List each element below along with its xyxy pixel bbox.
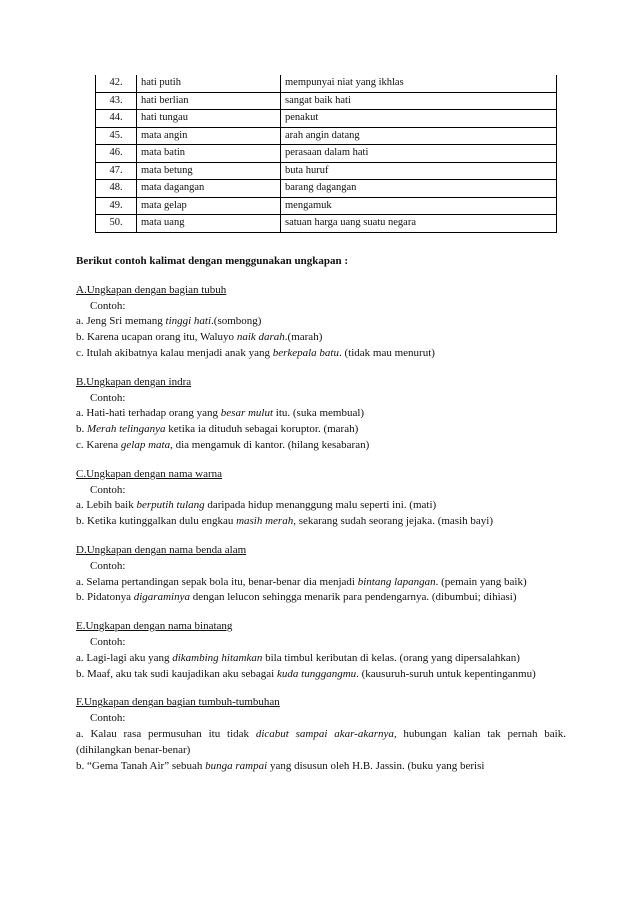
sentence-text: a. Hati-hati terhadap orang yang	[76, 407, 221, 420]
example-sentence	[76, 314, 566, 330]
sentence-meaning: .(marah)	[284, 331, 323, 344]
sentence-text: b. Maaf, aku tak sudi kaujadikan aku sebagai	[76, 667, 277, 680]
example-sentence	[76, 727, 566, 759]
contoh-label: Contoh:	[90, 391, 126, 404]
idiom-cell: mata batin	[137, 145, 281, 163]
sentence-text: a. Lebih baik	[76, 499, 137, 512]
sentence-meaning: ketika ia dituduh sebagai koruptor. (marah)	[165, 423, 359, 436]
example-sentence	[76, 438, 566, 454]
row-number: 42.	[96, 75, 137, 92]
row-number: 48.	[96, 180, 137, 198]
idiom-phrase: bunga rampai	[205, 759, 268, 772]
section-heading: F.Ungkapan dengan bagian tumbuh-tumbuhan	[76, 696, 280, 709]
example-sentence	[76, 667, 566, 683]
example-sentence	[76, 575, 566, 591]
row-number: 47.	[96, 162, 137, 180]
idiom-phrase: berkepala batu	[272, 346, 339, 359]
contoh-label: Contoh:	[90, 559, 126, 572]
sentence-text: a. Kalau rasa permusuhan itu tidak	[76, 727, 256, 740]
sentence-meaning: , sekarang sudah seorang jejaka. (masih bayi)	[293, 515, 493, 528]
table-row	[96, 145, 557, 163]
table-row	[96, 215, 557, 233]
idiom-cell: hati tungau	[137, 110, 281, 128]
row-number: 49.	[96, 197, 137, 215]
sentence-text: b. “Gema Tanah Air” sebuah	[76, 759, 206, 772]
idiom-phrase: bintang lapangan	[357, 575, 436, 588]
idiom-phrase: berputih tulang	[136, 499, 205, 512]
idiom-cell: hati putih	[137, 75, 281, 92]
section-heading: B.Ungkapan dengan indra	[76, 375, 192, 388]
idiom-cell: mata betung	[137, 162, 281, 180]
table-row	[96, 92, 557, 110]
example-sentence	[76, 346, 566, 362]
sentence-meaning: daripada hidup menanggung malu seperti ini. (mati)	[204, 499, 437, 512]
idiom-cell: mata angin	[137, 127, 281, 145]
idiom-phrase: masih merah	[236, 515, 294, 528]
sentence-text: c. Itulah akibatnya kalau menjadi anak yang	[76, 346, 273, 359]
example-section	[76, 467, 566, 530]
idiom-phrase: naik darah	[236, 331, 285, 344]
idiom-table	[95, 75, 557, 233]
row-number: 43.	[96, 92, 137, 110]
idiom-cell: mata dagangan	[137, 180, 281, 198]
section-heading: D.Ungkapan dengan nama benda alam	[76, 543, 247, 556]
idiom-phrase: Merah telinganya	[87, 423, 166, 436]
sentence-text: b.	[76, 423, 87, 436]
idiom-phrase: dikambing hitamkan	[172, 651, 263, 664]
contoh-label: Contoh:	[90, 299, 126, 312]
example-section	[76, 619, 566, 682]
meaning-cell: sangat baik hati	[281, 92, 557, 110]
idiom-phrase: tinggi hati	[165, 315, 212, 328]
example-sentence	[76, 759, 566, 775]
meaning-cell: satuan harga uang suatu negara	[281, 215, 557, 233]
meaning-cell: barang dagangan	[281, 180, 557, 198]
meaning-cell: mempunyai niat yang ikhlas	[281, 75, 557, 92]
example-sentence	[76, 514, 566, 530]
example-section	[76, 283, 566, 362]
table-row	[96, 127, 557, 145]
meaning-cell: penakut	[281, 110, 557, 128]
idiom-phrase: kuda tunggangmu	[277, 667, 357, 680]
meaning-cell: buta huruf	[281, 162, 557, 180]
examples-content	[76, 254, 566, 774]
sentence-meaning: dengan lelucon sehingga menarik para pendengarnya. (dibumbui; dihiasi)	[189, 591, 517, 604]
sentence-meaning: itu. (suka membual)	[273, 407, 365, 420]
idiom-cell: hati berlian	[137, 92, 281, 110]
table-row	[96, 110, 557, 128]
sentence-text: a. Selama pertandingan sepak bola itu, benar-benar dia menjadi	[76, 575, 358, 588]
sections-container	[76, 283, 566, 775]
sentence-text: c. Karena	[76, 438, 121, 451]
idiom-cell: mata uang	[137, 215, 281, 233]
sentence-meaning: bila timbul keributan di kelas. (orang yang dipersalahkan)	[262, 651, 520, 664]
contoh-label: Contoh:	[90, 483, 126, 496]
sentence-text: b. Karena ucapan orang itu, Waluyo	[76, 331, 237, 344]
row-number: 46.	[96, 145, 137, 163]
table-row	[96, 75, 557, 92]
sentence-meaning: .(sombong)	[211, 315, 262, 328]
sentence-meaning: . (tidak mau menurut)	[339, 346, 435, 359]
example-sentence	[76, 590, 566, 606]
meaning-cell: perasaan dalam hati	[281, 145, 557, 163]
section-heading: E.Ungkapan dengan nama binatang	[76, 620, 233, 633]
sentence-text: a. Jeng Sri memang	[76, 315, 166, 328]
sentence-text: b. Ketika kutinggalkan dulu engkau	[76, 515, 237, 528]
row-number: 50.	[96, 215, 137, 233]
example-sentence	[76, 330, 566, 346]
idiom-phrase: dicabut sampai akar-akarnya	[255, 727, 394, 740]
contoh-label: Contoh:	[90, 635, 126, 648]
example-sentence	[76, 406, 566, 422]
contoh-label: Contoh:	[90, 712, 126, 725]
example-sentence	[76, 498, 566, 514]
row-number: 45.	[96, 127, 137, 145]
sentence-meaning: . (kausuruh-suruh untuk kepentinganmu)	[356, 667, 536, 680]
idiom-phrase: gelap mata	[120, 438, 171, 451]
meaning-cell: arah angin datang	[281, 127, 557, 145]
example-section	[76, 375, 566, 454]
table-row	[96, 180, 557, 198]
example-section	[76, 543, 566, 606]
idiom-phrase: besar mulut	[220, 407, 274, 420]
intro-text: Berikut contoh kalimat dengan menggunakan ungkapan :	[76, 255, 349, 267]
idiom-cell: mata gelap	[137, 197, 281, 215]
table-row	[96, 197, 557, 215]
example-sentence	[76, 651, 566, 667]
sentence-meaning: , hubungan kalian tak pernah baik. (dihilangkan benar-benar)	[76, 727, 566, 756]
section-heading: C.Ungkapan dengan nama warna	[76, 467, 223, 480]
sentence-text: a. Lagi-lagi aku yang	[76, 651, 173, 664]
example-section	[76, 695, 566, 774]
row-number: 44.	[96, 110, 137, 128]
section-heading: A.Ungkapan dengan bagian tubuh	[76, 283, 227, 296]
sentence-text: b. Pidatonya	[76, 591, 134, 604]
meaning-cell: mengamuk	[281, 197, 557, 215]
sentence-meaning: yang disusun oleh H.B. Jassin. (buku yang berisi	[267, 759, 485, 772]
sentence-meaning: . (pemain yang baik)	[435, 575, 527, 588]
sentence-meaning: , dia mengamuk di kantor. (hilang kesabaran)	[170, 438, 370, 451]
example-sentence	[76, 422, 566, 438]
table-row	[96, 162, 557, 180]
idiom-phrase: digaraminya	[133, 591, 190, 604]
